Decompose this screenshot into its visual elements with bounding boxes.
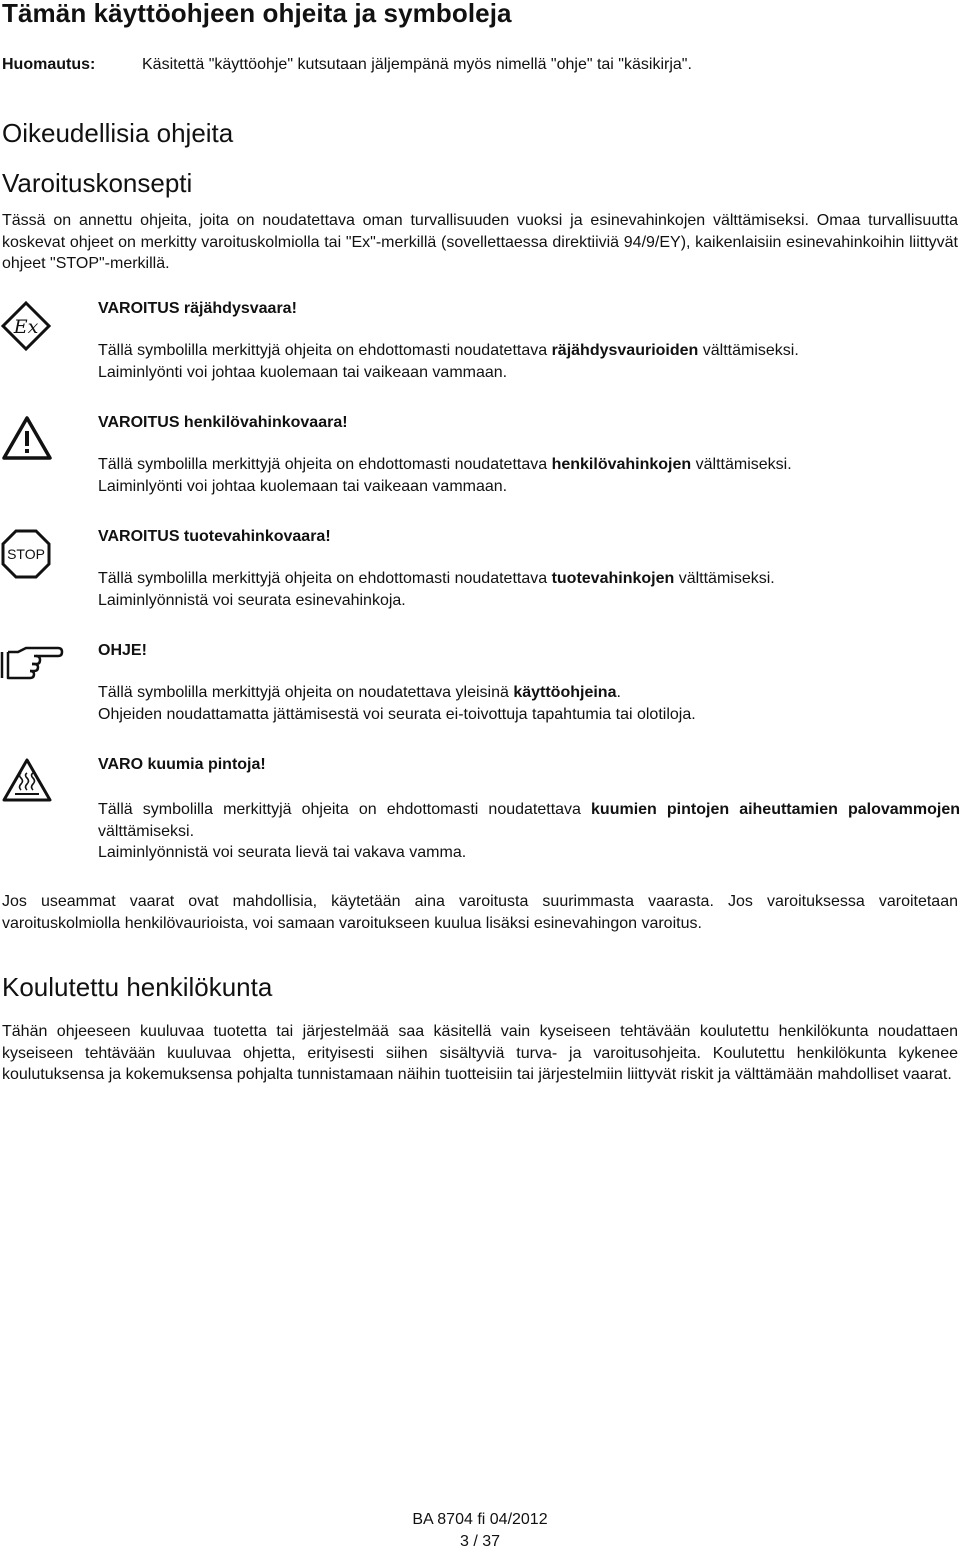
multi-hazard-paragraph: Jos useammat vaarat ovat mahdollisia, käytetään aina varoitusta suurimmasta vaarasta. Jos varoituksessa varoitetaan varoituskolmiolla henkilövaurioista, voi samaan varoitukseen kuulua lisäksi esinevahingon varoitus.	[2, 893, 958, 932]
note-line	[2, 56, 692, 74]
training-heading: Koulutettu henkilökunta	[2, 972, 273, 1002]
warning-title: VAROITUS räjähdysvaara!	[98, 300, 297, 317]
footer-page-number: 3 / 37	[459, 1533, 501, 1550]
warning-triangle-icon	[0, 414, 54, 462]
pointing-hand-icon	[0, 644, 64, 684]
warning-text: Tällä symbolilla merkittyjä ohjeita on ehdottomasti noudatettava tuotevahinkojen välttämiseksi. Laiminlyönnistä voi seurata esinevahinkoja.	[98, 570, 775, 609]
footer-doc-id: BA 8704 fi 04/2012	[412, 1511, 548, 1528]
svg-text:STOP: STOP	[7, 546, 45, 562]
warning-title: OHJE!	[98, 642, 147, 659]
legal-heading: Oikeudellisia ohjeita	[2, 118, 234, 148]
warning-text: Tällä symbolilla merkittyjä ohjeita on ehdottomasti noudatettava henkilövahinkojen välttämiseksi. Laiminlyönti voi johtaa kuolemaan tai vaikeaan vammaan.	[98, 456, 792, 495]
hot-surface-icon	[0, 756, 54, 804]
training-paragraph: Tähän ohjeeseen kuuluvaa tuotetta tai järjestelmää saa käsitellä vain kyseiseen tehtävään koulutettu henkilökunta noudattaen kyseiseen tehtävään kuuluvaa ohjetta, erityisesti siihen sisältyviä turva- ja varoitusohjeita. Koulutettu henkilökunta kykenee koulutuksensa ja kokemuksensa pohjalta tunnistamaan näihin tuotteisiin tai järjestelmiin liittyvät riskit ja välttämään mahdolliset vaarat.	[2, 1023, 958, 1083]
warning-text: Tällä symbolilla merkittyjä ohjeita on ehdottomasti noudatettava räjähdysvaurioiden välttämiseksi. Laiminlyönti voi johtaa kuolemaan tai vaikeaan vammaan.	[98, 342, 799, 381]
warning-concept-paragraph: Tässä on annettu ohjeita, joita on noudatettava oman turvallisuuden vuoksi ja esinevahinkojen välttämiseksi. Omaa turvallisuutta koskevat ohjeet on merkitty varoituskolmiolla tai "Ex"-merkillä (sovellettaessa direktiiviä 94/9/EY), kaikenlaisiin esinevahinkoihin liittyvät ohjeet "STOP"-merkillä.	[2, 212, 958, 272]
page-title: Tämän käyttöohjeen ohjeita ja symboleja	[2, 0, 512, 28]
warning-title: VAROITUS tuotevahinkovaara!	[98, 528, 331, 545]
note-text: Käsitettä "käyttöohje" kutsutaan jäljempänä myös nimellä "ohje" tai "käsikirja".	[142, 56, 692, 73]
warning-title: VAROITUS henkilövahinkovaara!	[98, 414, 348, 431]
warning-title: VARO kuumia pintoja!	[98, 756, 266, 773]
note-label: Huomautus:	[2, 56, 96, 73]
svg-text:Ex: Ex	[13, 316, 39, 338]
stop-sign-icon	[0, 528, 52, 580]
ex-explosion-icon	[0, 300, 52, 352]
warning-concept-heading: Varoituskonsepti	[2, 168, 193, 198]
warning-text: Tällä symbolilla merkittyjä ohjeita on noudatettava yleisinä käyttöohjeina. Ohjeiden noudattamatta jättämisestä voi seurata ei-toivottuja tapahtumia tai olotiloja.	[98, 684, 696, 723]
warning-text: Tällä symbolilla merkittyjä ohjeita on ehdottomasti noudatettava kuumien pintojen aiheuttamien palovammojen välttämiseksi. Laiminlyönnistä voi seurata lievä tai vakava vamma.	[98, 801, 960, 861]
